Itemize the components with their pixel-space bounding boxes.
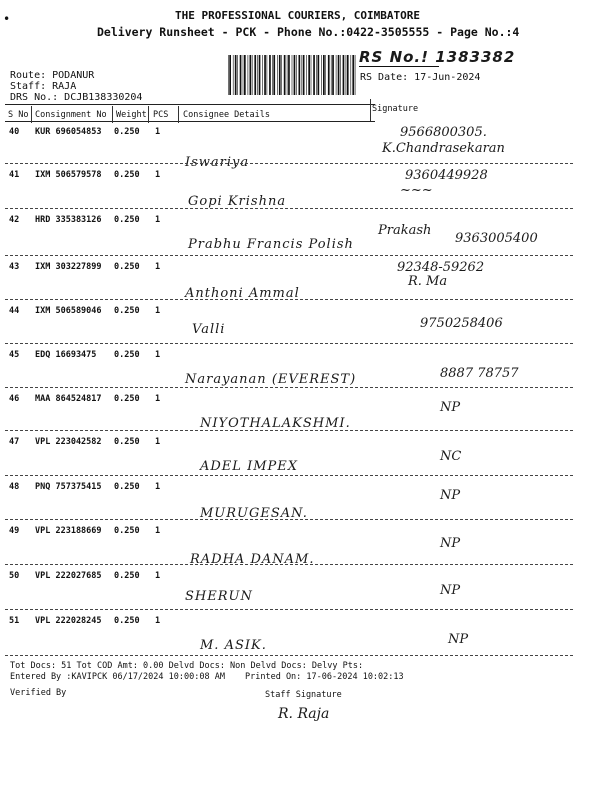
row-consignee-name: ADEL IMPEX [200, 459, 299, 474]
header-rule-bottom [5, 121, 375, 122]
row-separator [5, 519, 573, 520]
row-signature-line2: ~~~ [400, 183, 433, 198]
row-weight: 0.250 [114, 482, 140, 492]
row-sno: 44 [9, 306, 20, 316]
row-weight: 0.250 [114, 437, 140, 447]
row-weight: 0.250 [114, 571, 140, 581]
barcode-bar [323, 55, 325, 95]
barcode-bar [306, 55, 307, 95]
barcode-bar [288, 55, 290, 95]
row-pcs: 1 [155, 350, 161, 360]
row-pcs: 1 [155, 526, 161, 536]
row-signature-line2: NP [440, 536, 461, 551]
col-signature: Signature [372, 104, 419, 114]
barcode-bar [332, 55, 334, 95]
verified-by: Verified By [10, 688, 67, 698]
row-pcs: 1 [155, 437, 161, 447]
barcode-bar [240, 55, 242, 95]
row-consignment-no: PNQ 757375415 [35, 482, 102, 492]
row-consignee-name: Anthoni Ammal [185, 286, 300, 301]
barcode-bar [311, 55, 312, 95]
row-separator [5, 655, 573, 656]
barcode-bar [351, 55, 352, 95]
barcode-bar [273, 55, 275, 95]
row-consignee-name: Narayanan (EVEREST) [185, 372, 357, 387]
barcode-bar [331, 55, 332, 95]
row-signature-line2: 9750258406 [420, 316, 503, 331]
barcode-bar [328, 55, 330, 95]
row-consignment-no: VPL 222028245 [35, 616, 102, 626]
row-consignee-name: Iswariya [185, 155, 250, 170]
row-sno: 48 [9, 482, 20, 492]
col-consignee: Consignee Details [183, 110, 270, 120]
barcode-bar [250, 55, 252, 95]
barcode-bar [252, 55, 253, 95]
row-pcs: 1 [155, 394, 161, 404]
rs-number: RS No.! 1383382 [359, 48, 516, 66]
barcode-bar [248, 55, 249, 95]
row-sno: 45 [9, 350, 20, 360]
row-consignment-no: KUR 696054853 [35, 127, 102, 137]
staff-signature-label: Staff Signature [265, 690, 342, 700]
row-separator [5, 387, 573, 388]
barcode-bar [296, 55, 297, 95]
row-signature-line2: NP [440, 583, 461, 598]
barcode-bar [308, 55, 310, 95]
row-consignment-no: IXM 506579578 [35, 170, 102, 180]
row-sno: 41 [9, 170, 20, 180]
row-separator [5, 343, 573, 344]
row-weight: 0.250 [114, 394, 140, 404]
barcode-bar [244, 55, 246, 95]
row-consignee-name: MURUGESAN. [200, 506, 308, 521]
row-consignment-no: EDQ 16693475 [35, 350, 97, 360]
header-rule [5, 104, 375, 105]
row-consignee-name: M. ASIK. [200, 638, 267, 653]
barcode-bar [257, 55, 258, 95]
row-signature-line2: NP [440, 488, 461, 503]
row-separator [5, 255, 573, 256]
row-sno: 47 [9, 437, 20, 447]
rs-date: RS Date: 17-Jun-2024 [360, 72, 481, 83]
row-consignment-no: HRD 335383126 [35, 215, 102, 225]
row-consignment-no: VPL 222027685 [35, 571, 102, 581]
row-consignment-no: IXM 506589046 [35, 306, 102, 316]
barcode-bar [269, 55, 271, 95]
barcode-bar [321, 55, 322, 95]
barcode-bar [352, 55, 354, 95]
row-consignee-name: NIYOTHALAKSHMI. [200, 416, 351, 431]
row-signature-line2: NP [448, 632, 469, 647]
barcode-bar [272, 55, 273, 95]
barcode-bar [336, 55, 337, 95]
row-separator [5, 564, 573, 565]
row-signature-line2: 9363005400 [455, 231, 538, 246]
barcode-bar [340, 55, 341, 95]
row-sno: 50 [9, 571, 20, 581]
row-consignee-name: Prabhu Francis Polish [188, 237, 354, 252]
staff: Staff: RAJA [10, 81, 77, 92]
row-sno: 43 [9, 262, 20, 272]
barcode-bar [229, 55, 231, 95]
totals-line: Tot Docs: 51 Tot COD Amt: 0.00 Delvd Docs: Non Delvd Docs: Delvy Pts: [10, 661, 364, 671]
runsheet-title: Delivery Runsheet - PCK - Phone No.:0422-3505555 - Page No.:4 [97, 25, 520, 39]
row-pcs: 1 [155, 170, 161, 180]
barcode-bar [228, 55, 229, 95]
row-weight: 0.250 [114, 127, 140, 137]
row-consignee-name: RADHA DANAM. [190, 552, 315, 567]
barcode-bar [243, 55, 244, 95]
row-sno: 49 [9, 526, 20, 536]
row-pcs: 1 [155, 127, 161, 137]
row-separator [5, 609, 573, 610]
row-weight: 0.250 [114, 170, 140, 180]
barcode-bar [343, 55, 345, 95]
barcode-bar [237, 55, 238, 95]
col-divider [148, 106, 149, 123]
row-signature-line1: 9566800305. [400, 125, 487, 140]
printed-on: Printed On: 17-06-2024 10:02:13 [245, 672, 404, 682]
row-consignment-no: VPL 223042582 [35, 437, 102, 447]
barcode-bar [279, 55, 281, 95]
row-consignee-name: Gopi Krishna [188, 194, 287, 209]
row-weight: 0.250 [114, 215, 140, 225]
row-pcs: 1 [155, 616, 161, 626]
row-consignment-no: MAA 864524817 [35, 394, 102, 404]
col-sno: S No [8, 110, 29, 120]
barcode-bar [262, 55, 263, 95]
barcode-bar [347, 55, 349, 95]
drs-number: DRS No.: DCJB138330204 [10, 92, 143, 103]
barcode-bar [355, 55, 356, 95]
row-separator [5, 430, 573, 431]
col-pcs: PCS [153, 110, 169, 120]
row-separator [5, 208, 573, 209]
col-divider [31, 106, 32, 123]
row-sno: 40 [9, 127, 20, 137]
row-separator [5, 163, 573, 164]
barcode-bar [316, 55, 317, 95]
row-signature-line2: K.Chandrasekaran [382, 141, 505, 156]
row-weight: 0.250 [114, 350, 140, 360]
row-signature-line1: 9360449928 [405, 168, 488, 183]
barcode-bar [292, 55, 293, 95]
row-pcs: 1 [155, 306, 161, 316]
barcode [228, 55, 356, 95]
row-signature-line2: R. Ma [408, 274, 448, 289]
col-divider [178, 106, 179, 123]
row-separator [5, 475, 573, 476]
barcode-bar [277, 55, 278, 95]
col-divider [370, 99, 371, 121]
row-weight: 0.250 [114, 616, 140, 626]
barcode-bar [254, 55, 256, 95]
row-sno: 42 [9, 215, 20, 225]
row-separator [5, 299, 573, 300]
barcode-bar [338, 55, 340, 95]
corner-mark: • [3, 12, 11, 26]
barcode-bar [264, 55, 266, 95]
row-pcs: 1 [155, 262, 161, 272]
row-consignment-no: VPL 223188669 [35, 526, 102, 536]
barcode-bar [267, 55, 268, 95]
barcode-bar [259, 55, 261, 95]
staff-signature: R. Raja [278, 706, 330, 722]
barcode-bar [313, 55, 315, 95]
row-sno: 51 [9, 616, 20, 626]
row-weight: 0.250 [114, 262, 140, 272]
entered-by: Entered By :KAVIPCK 06/17/2024 10:00:08 AM [10, 672, 225, 682]
barcode-bar [281, 55, 282, 95]
barcode-bar [302, 55, 303, 95]
row-signature-line1: Prakash [378, 223, 432, 238]
row-signature-line2: NC [440, 449, 462, 464]
row-weight: 0.250 [114, 526, 140, 536]
barcode-bar [325, 55, 326, 95]
row-pcs: 1 [155, 571, 161, 581]
barcode-bar [235, 55, 237, 95]
barcode-bar [233, 55, 234, 95]
row-signature-line1: 92348-59262 [397, 260, 485, 275]
row-sno: 46 [9, 394, 20, 404]
barcode-bar [287, 55, 288, 95]
row-signature-line2: NP [440, 400, 461, 415]
barcode-bar [318, 55, 320, 95]
col-weight: Weight [116, 110, 147, 120]
rs-number-underline [359, 66, 439, 67]
col-divider [112, 106, 113, 123]
route: Route: PODANUR [10, 70, 95, 81]
barcode-bar [303, 55, 305, 95]
company-title: THE PROFESSIONAL COURIERS, COIMBATORE [175, 9, 421, 22]
barcode-bar [284, 55, 286, 95]
barcode-bar [346, 55, 347, 95]
row-weight: 0.250 [114, 306, 140, 316]
row-pcs: 1 [155, 215, 161, 225]
row-consignee-name: SHERUN [185, 589, 253, 604]
row-pcs: 1 [155, 482, 161, 492]
row-signature-line2: 8887 78757 [440, 366, 519, 381]
row-consignment-no: IXM 303227899 [35, 262, 102, 272]
col-consignment: Consignment No [35, 110, 107, 120]
barcode-bar [294, 55, 296, 95]
row-consignee-name: Valli [192, 322, 226, 337]
barcode-bar [299, 55, 301, 95]
